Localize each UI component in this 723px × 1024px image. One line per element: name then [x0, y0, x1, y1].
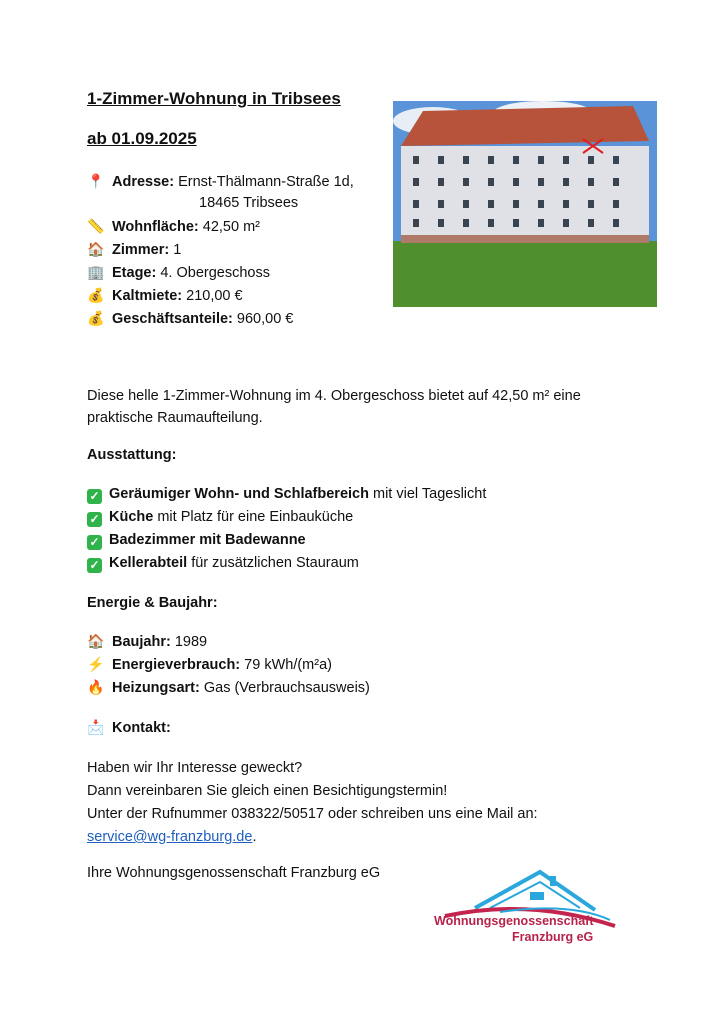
energy-label: Energieverbrauch:: [112, 657, 241, 673]
energy-value: Gas (Verbrauchsausweis): [203, 680, 370, 696]
contact-line: Dann vereinbaren Sie gleich einen Besichtigungstermin!: [87, 783, 448, 799]
equipment-item: [87, 483, 486, 505]
checkmark-icon: ✓: [87, 489, 102, 504]
fact-value: Ernst-Thälmann-Straße 1d,: [178, 174, 354, 190]
energy-item: [87, 653, 332, 675]
fact-floor: [87, 261, 270, 283]
energy-item: [87, 630, 207, 652]
equipment-bold: Geräumiger Wohn- und Schlafbereich: [109, 486, 369, 502]
fact-value: 42,50 m²: [202, 219, 260, 235]
fact-label: Zimmer:: [112, 242, 170, 258]
lightning-icon: ⚡: [87, 656, 105, 672]
company-logo: [430, 868, 620, 948]
equipment-item: [87, 506, 353, 528]
equipment-bold: Küche: [109, 509, 154, 525]
closing: Ihre Wohnungsgenossenschaft Franzburg eG: [87, 865, 381, 881]
contact-heading: [87, 716, 171, 738]
building-icon: 🏢: [87, 264, 105, 280]
fact-rooms: [87, 238, 181, 260]
contact-line: Haben wir Ihr Interesse geweckt?: [87, 760, 303, 776]
email-suffix: .: [252, 829, 257, 845]
building-photo: [393, 101, 657, 307]
logo-line2: Franzburg eG: [512, 930, 594, 944]
availability-date: ab 01.09.2025: [87, 129, 197, 148]
fact-rent: [87, 284, 243, 306]
email-link[interactable]: service@wg-franzburg.de: [87, 829, 253, 845]
equipment-item: [87, 529, 306, 551]
equipment-bold: Badezimmer mit Badewanne: [109, 532, 306, 548]
fact-shares: [87, 307, 293, 329]
checkmark-icon: ✓: [87, 512, 102, 527]
logo-line1: Wohnungsgenossenschaft: [434, 914, 594, 928]
page-title: 1-Zimmer-Wohnung in Tribsees: [87, 89, 341, 108]
fact-value: 960,00 €: [236, 311, 294, 327]
contact-heading-text: Kontakt:: [112, 720, 171, 736]
house-icon: 🏠: [87, 241, 105, 257]
equipment-rest: mit viel Tageslicht: [368, 486, 487, 502]
energy-heading: Energie & Baujahr:: [87, 595, 218, 611]
fact-value: 4. Obergeschoss: [160, 265, 270, 281]
fire-icon: 🔥: [87, 679, 105, 695]
money-bag-icon: 💰: [87, 310, 105, 326]
fact-label: Geschäftsanteile:: [112, 311, 233, 327]
ruler-icon: 📏: [87, 218, 105, 234]
house-icon: 🏠: [87, 633, 105, 649]
energy-value: 79 kWh/(m²a): [244, 657, 332, 673]
equipment-rest: für zusätzlichen Stauraum: [187, 555, 359, 571]
fact-value: 1: [173, 242, 182, 258]
money-bag-icon: 💰: [87, 287, 105, 303]
energy-value: 1989: [174, 634, 208, 650]
energy-label: Heizungsart:: [112, 680, 200, 696]
contact-line: Unter der Rufnummer 038322/50517 oder schreiben uns eine Mail an:: [87, 806, 538, 822]
checkmark-icon: ✓: [87, 558, 102, 573]
equipment-heading: Ausstattung:: [87, 447, 177, 463]
fact-label: Kaltmiete:: [112, 288, 183, 304]
envelope-icon: 📩: [87, 719, 105, 735]
fact-label: Adresse:: [112, 174, 175, 190]
contact-email-line: [87, 826, 256, 848]
intro-line-1: Diese helle 1-Zimmer-Wohnung im 4. Obergeschoss bietet auf 42,50 m² eine: [87, 388, 581, 404]
checkmark-icon: ✓: [87, 535, 102, 550]
equipment-rest: mit Platz für eine Einbauküche: [153, 509, 354, 525]
pin-icon: 📍: [87, 173, 105, 189]
fact-area: [87, 215, 260, 237]
fact-address-line2: 18465 Tribsees: [199, 195, 299, 211]
equipment-item: [87, 552, 359, 574]
fact-address: [87, 170, 354, 192]
energy-item: [87, 676, 370, 698]
fact-label: Wohnfläche:: [112, 219, 199, 235]
equipment-bold: Kellerabteil: [109, 555, 188, 571]
fact-label: Etage:: [112, 265, 157, 281]
fact-value: 210,00 €: [186, 288, 243, 304]
energy-label: Baujahr:: [112, 634, 171, 650]
intro-line-2: praktische Raumaufteilung.: [87, 410, 263, 426]
